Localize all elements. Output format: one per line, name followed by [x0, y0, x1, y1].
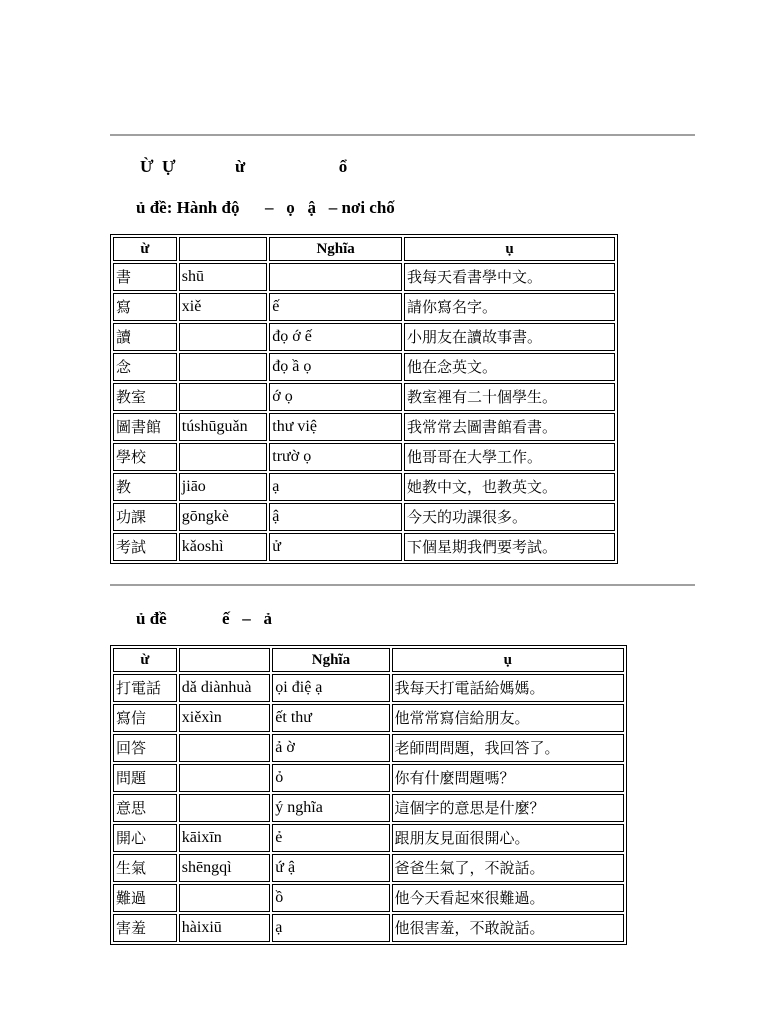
table-row: [113, 914, 624, 942]
top-divider: [110, 134, 695, 136]
pinyin-cell: [179, 764, 271, 792]
word-cell: 學校: [113, 443, 177, 471]
table-row: [113, 263, 615, 291]
column-header-word: ừ: [113, 237, 177, 261]
example-cell: 請你寫名字。: [404, 293, 615, 321]
pinyin-cell: [179, 884, 271, 912]
meaning-cell: ồ: [272, 884, 389, 912]
meaning-cell: trườ ọ: [269, 443, 402, 471]
example-cell: 他很害羞，不敢說話。: [392, 914, 624, 942]
meaning-cell: ế: [269, 293, 402, 321]
example-cell: 他在念英文。: [404, 353, 615, 381]
table-row: [113, 383, 615, 411]
word-cell: 生氣: [113, 854, 177, 882]
meaning-cell: ử: [269, 533, 402, 561]
pinyin-cell: dǎ diànhuà: [179, 674, 271, 702]
pinyin-cell: shū: [179, 263, 267, 291]
example-cell: 教室裡有二十個學生。: [404, 383, 615, 411]
meaning-cell: [269, 263, 402, 291]
pinyin-cell: [179, 443, 267, 471]
meaning-cell: ẻ: [272, 824, 389, 852]
column-header-meaning: Nghĩa: [272, 648, 389, 672]
word-cell: 功課: [113, 503, 177, 531]
pinyin-cell: [179, 353, 267, 381]
column-header-word: ừ: [113, 648, 177, 672]
example-cell: 你有什麼問題嗎？: [392, 764, 624, 792]
table-row: [113, 473, 615, 501]
table-row: [113, 353, 615, 381]
word-cell: 念: [113, 353, 177, 381]
example-cell: 這個字的意思是什麼？: [392, 794, 624, 822]
example-cell: 他今天看起來很難過。: [392, 884, 624, 912]
word-cell: 意思: [113, 794, 177, 822]
column-header-example: ụ: [404, 237, 615, 261]
example-cell: 老師問問題，我回答了。: [392, 734, 624, 762]
table-row: [113, 413, 615, 441]
table-row: [113, 533, 615, 561]
table-row: [113, 704, 624, 732]
word-cell: 回答: [113, 734, 177, 762]
word-cell: 書: [113, 263, 177, 291]
table-row: [113, 734, 624, 762]
section-2-heading: ủ đề ế – ả: [136, 609, 272, 628]
table-row: [113, 794, 624, 822]
example-cell: 我常常去圖書館看書。: [404, 413, 615, 441]
table-row: [113, 443, 615, 471]
table-row: [113, 884, 624, 912]
word-cell: 難過: [113, 884, 177, 912]
pinyin-cell: [179, 734, 271, 762]
meaning-cell: đọ ầ ọ: [269, 353, 402, 381]
table-row: [113, 674, 624, 702]
meaning-cell: ạ: [272, 914, 389, 942]
meaning-cell: ả ờ: [272, 734, 389, 762]
word-cell: 圖書館: [113, 413, 177, 441]
example-cell: 我每天看書學中文。: [404, 263, 615, 291]
pinyin-cell: kǎoshì: [179, 533, 267, 561]
example-cell: 小朋友在讀故事書。: [404, 323, 615, 351]
page-title: Ừ Ự ừ ổ: [140, 157, 348, 176]
word-cell: 教: [113, 473, 177, 501]
pinyin-cell: jiāo: [179, 473, 267, 501]
section-1-heading: ủ đề: Hành độ – ọ ậ – nơi chố: [136, 198, 395, 217]
meaning-cell: ý nghĩa: [272, 794, 389, 822]
vocab-table-1: [110, 234, 618, 564]
word-cell: 寫信: [113, 704, 177, 732]
meaning-cell: ết thư: [272, 704, 389, 732]
column-header-pinyin: [179, 648, 271, 672]
meaning-cell: thư việ: [269, 413, 402, 441]
table-row: [113, 854, 624, 882]
pinyin-cell: shēngqì: [179, 854, 271, 882]
middle-divider: [110, 584, 695, 586]
word-cell: 寫: [113, 293, 177, 321]
table-row: [113, 824, 624, 852]
meaning-cell: ỏ: [272, 764, 389, 792]
table-row: [113, 764, 624, 792]
word-cell: 問題: [113, 764, 177, 792]
column-header-example: ụ: [392, 648, 624, 672]
column-header-meaning: Nghĩa: [269, 237, 402, 261]
pinyin-cell: hàixiū: [179, 914, 271, 942]
example-cell: 下個星期我們要考試。: [404, 533, 615, 561]
word-cell: 教室: [113, 383, 177, 411]
word-cell: 害羞: [113, 914, 177, 942]
meaning-cell: ạ: [269, 473, 402, 501]
example-cell: 他常常寫信給朋友。: [392, 704, 624, 732]
example-cell: 他哥哥在大學工作。: [404, 443, 615, 471]
word-cell: 讀: [113, 323, 177, 351]
meaning-cell: ọi điệ ạ: [272, 674, 389, 702]
pinyin-cell: xiě: [179, 293, 267, 321]
meaning-cell: ậ: [269, 503, 402, 531]
pinyin-cell: [179, 383, 267, 411]
meaning-cell: ứ ậ: [272, 854, 389, 882]
example-cell: 爸爸生氣了，不說話。: [392, 854, 624, 882]
meaning-cell: ớ ọ: [269, 383, 402, 411]
pinyin-cell: túshūguǎn: [179, 413, 267, 441]
pinyin-cell: [179, 323, 267, 351]
example-cell: 她教中文，也教英文。: [404, 473, 615, 501]
table-row: [113, 323, 615, 351]
table-header-row: [113, 237, 615, 261]
word-cell: 開心: [113, 824, 177, 852]
table-row: [113, 293, 615, 321]
example-cell: 跟朋友見面很開心。: [392, 824, 624, 852]
column-header-pinyin: [179, 237, 267, 261]
pinyin-cell: kāixīn: [179, 824, 271, 852]
table-header-row: [113, 648, 624, 672]
word-cell: 打電話: [113, 674, 177, 702]
vocab-table-2: [110, 645, 627, 945]
pinyin-cell: gōngkè: [179, 503, 267, 531]
example-cell: 我每天打電話給媽媽。: [392, 674, 624, 702]
pinyin-cell: xiěxìn: [179, 704, 271, 732]
example-cell: 今天的功課很多。: [404, 503, 615, 531]
table-row: [113, 503, 615, 531]
meaning-cell: đọ ớ ế: [269, 323, 402, 351]
word-cell: 考試: [113, 533, 177, 561]
pinyin-cell: [179, 794, 271, 822]
